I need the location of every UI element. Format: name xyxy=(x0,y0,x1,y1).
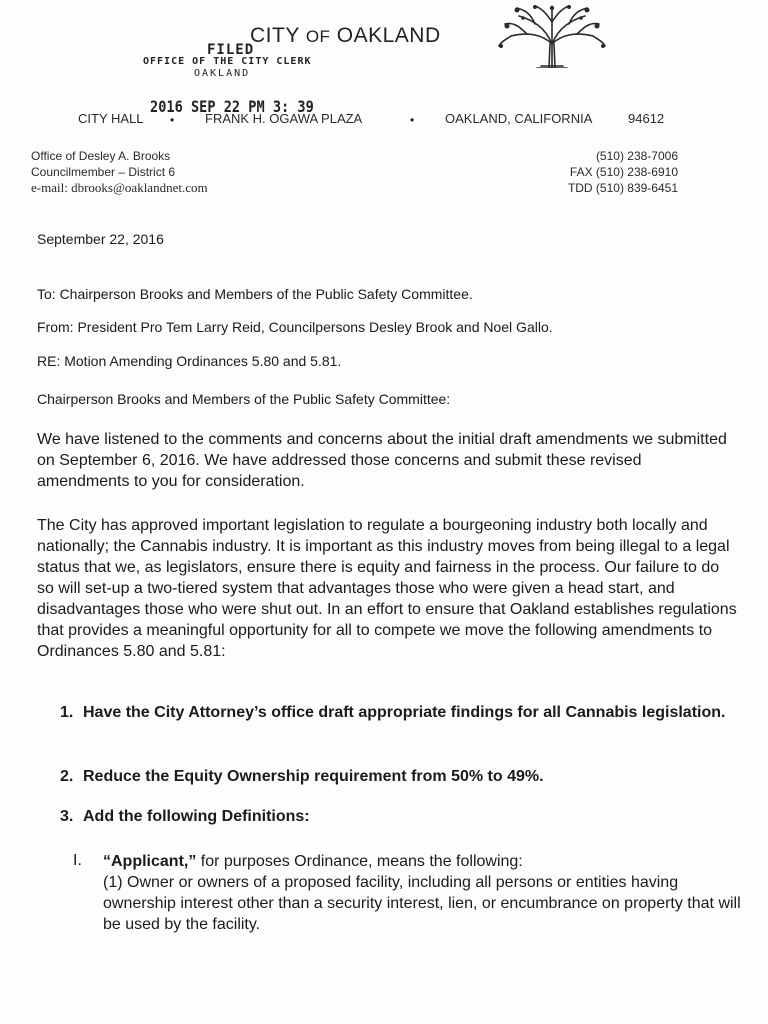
definition-applicant xyxy=(103,851,743,935)
memo-date: September 22, 2016 xyxy=(37,231,164,247)
stamp-city: OAKLAND xyxy=(194,68,251,79)
office-name: Office of Desley A. Brooks xyxy=(31,149,171,163)
stamp-date: 2016 SEP 22 PM 3: 39 xyxy=(150,97,314,116)
contact-tdd: TDD (510) 839-6451 xyxy=(567,181,678,195)
address-bullet: • xyxy=(170,113,175,127)
contact-block xyxy=(568,148,678,196)
contact-fax: FAX (510) 238-6910 xyxy=(569,165,678,179)
address-city-state: OAKLAND, CALIFORNIA xyxy=(445,111,593,126)
memo-to: To: Chairperson Brooks and Members of the Public Safety Committee. xyxy=(37,286,473,302)
stamp-filed: FILED xyxy=(207,42,255,58)
memo-salutation: Chairperson Brooks and Members of the Public Safety Committee: xyxy=(37,391,451,407)
letterhead-title xyxy=(250,24,441,48)
item-number: 2. xyxy=(60,768,74,785)
item-text: Have the City Attorney’s office draft appropriate findings for all Cannabis legislation. xyxy=(83,704,726,721)
item-text: Reduce the Equity Ownership requirement from 50% to 49%. xyxy=(83,768,544,785)
definition-intro: for purposes Ordinance, means the following: xyxy=(196,853,523,870)
item-number: 3. xyxy=(60,808,74,825)
item-text: Add the following Definitions: xyxy=(83,808,310,825)
definition-term: “Applicant,” xyxy=(103,853,197,870)
letterhead-city-name: OAKLAND xyxy=(336,24,441,47)
body-paragraph-1: We have listened to the comments and concerns about the initial draft amendments we submitted on September 6, 2016. We have addressed those concerns and submit these revised amendments to you for consideration. xyxy=(37,431,727,490)
address-zip: 94612 xyxy=(628,111,665,126)
address-plaza: FRANK H. OGAWA PLAZA xyxy=(205,111,363,126)
address-city-hall: CITY HALL xyxy=(78,111,144,126)
memo-from: From: President Pro Tem Larry Reid, Councilpersons Desley Brook and Noel Gallo. xyxy=(37,319,553,335)
letterhead-city-word: CITY xyxy=(250,24,300,47)
letterhead-of-word: OF xyxy=(305,27,331,46)
contact-phone: (510) 238-7006 xyxy=(595,149,678,163)
memo-re: RE: Motion Amending Ordinances 5.80 and 5.81. xyxy=(37,353,342,369)
stamp-office: OFFICE OF THE CITY CLERK xyxy=(143,56,312,67)
office-block xyxy=(31,148,208,196)
office-email: e-mail: dbrooks@oaklandnet.com xyxy=(31,180,208,195)
item-number: 1. xyxy=(60,704,74,721)
body-paragraph-2: The City has approved important legislation to regulate a bourgeoning industry both locally and nationally; the Cannabis industry. It is important as this industry moves from being illegal to a legal status that we, as legislators, ensure there is equity and fairness in the process. Our failure to do so will set-up a two-tiered system that advantages those who were given a head start, and disadvantages those who were shut out. In an effort to ensure that Oakland establishes regulations that provides a meaningful opportunity for all to compete we move the following amendments to Ordinances 5.80 and 5.81: xyxy=(37,517,737,660)
definition-clause: (1) Owner or owners of a proposed facility, including all persons or entities having ownership interest other than a security interest, lien, or encumbrance on property that will be used by the facility. xyxy=(103,874,741,933)
office-title: Councilmember – District 6 xyxy=(31,165,176,179)
oak-tree-icon xyxy=(497,2,607,68)
definition-numeral: I. xyxy=(73,852,82,869)
address-bullet: • xyxy=(410,113,415,127)
